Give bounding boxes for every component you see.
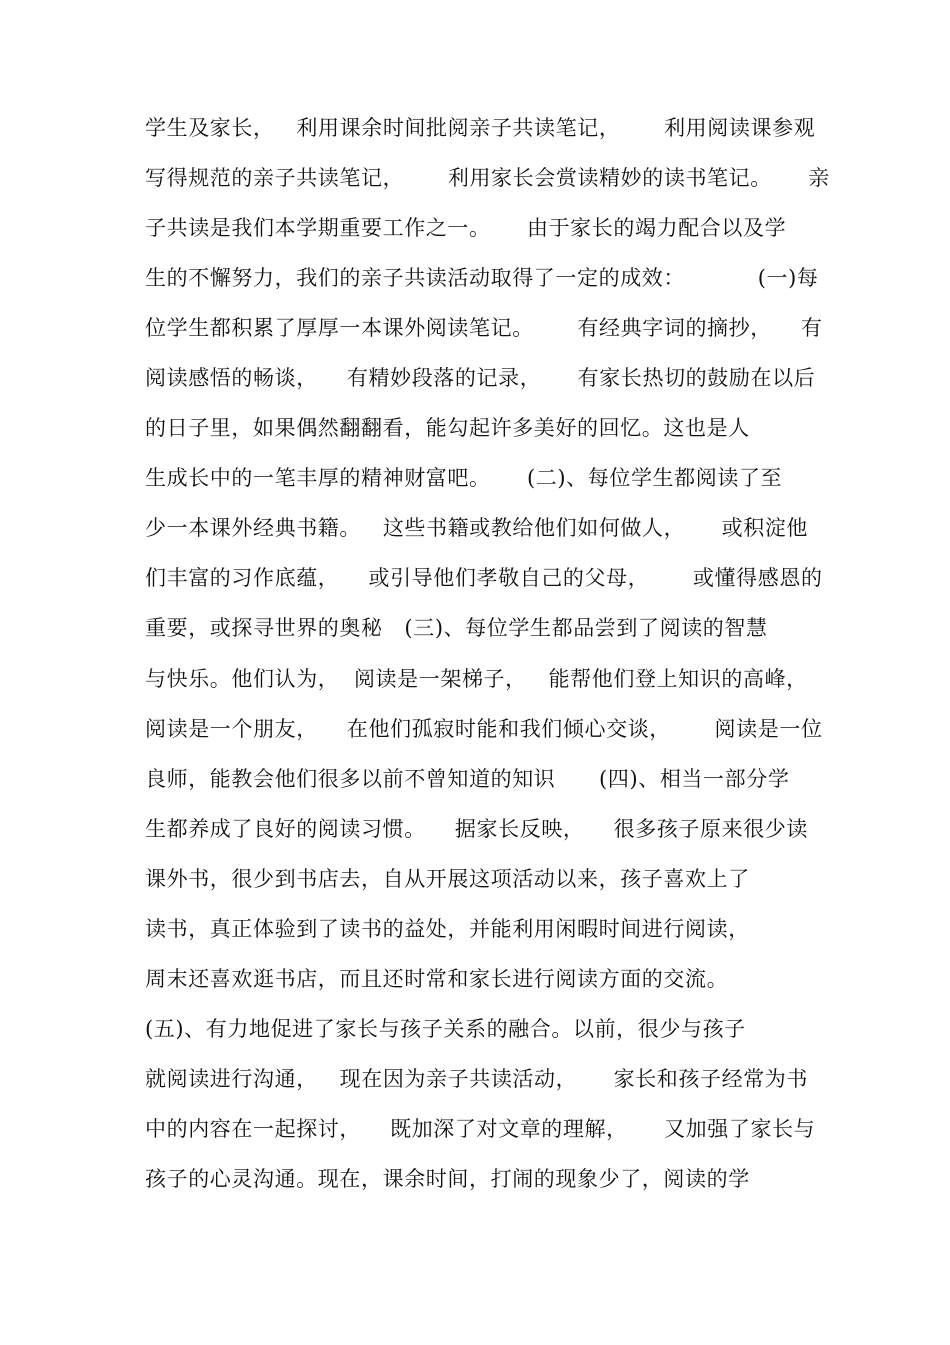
- text-line: 生都养成了良好的阅读习惯。 据家长反映， 很多孩子原来很少读: [145, 816, 808, 841]
- text-line: 课外书，很少到书店去，自从开展这项活动以来，孩子喜欢上了: [145, 866, 750, 891]
- text-line: 与快乐。他们认为， 阅读是一架梯子， 能帮他们登上知识的高峰，: [145, 666, 808, 691]
- text-line: 良师，能教会他们很多以前不曾知道的知识 (四)、相当一部分学: [145, 766, 790, 791]
- text-line: 子共读是我们本学期重要工作之一。 由于家长的竭力配合以及学: [145, 216, 787, 241]
- text-line: 的日子里，如果偶然翻翻看，能勾起许多美好的回忆。这也是人: [145, 416, 750, 441]
- text-line: 中的内容在一起探讨， 既加深了对文章的理解， 又加强了家长与: [145, 1116, 816, 1141]
- text-line: 位学生都积累了厚厚一本课外阅读笔记。 有经典字词的摘抄， 有: [145, 316, 823, 341]
- text-line: 生的不懈努力，我们的亲子共读活动取得了一定的成效： (一)每: [145, 266, 819, 291]
- text-line: 孩子的心灵沟通。现在，课余时间，打闹的现象少了，阅读的学: [145, 1166, 750, 1191]
- text-line: 读书，真正体验到了读书的益处，并能利用闲暇时间进行阅读，: [145, 916, 750, 941]
- text-line: 阅读是一个朋友， 在他们孤寂时能和我们倾心交谈， 阅读是一位: [145, 716, 823, 741]
- text-line: 周末还喜欢逛书店，而且还时常和家长进行阅读方面的交流。: [145, 966, 729, 991]
- text-line: 阅读感悟的畅谈， 有精妙段落的记录， 有家长热切的鼓励在以后: [145, 366, 816, 391]
- text-line: (五)、有力地促进了家长与孩子关系的融合。以前，很少与孩子: [145, 1016, 746, 1041]
- body-text: [145, 118, 845, 1219]
- text-line: 写得规范的亲子共读笔记， 利用家长会赏读精妙的读书笔记。 亲: [145, 166, 830, 191]
- text-line: 学生及家长， 利用课余时间批阅亲子共读笔记， 利用阅读课参观: [145, 116, 816, 140]
- text-line: 就阅读进行沟通， 现在因为亲子共读活动， 家长和孩子经常为书: [145, 1066, 808, 1091]
- text-line: 重要，或探寻世界的奥秘 (三)、每位学生都品尝到了阅读的智慧: [145, 616, 768, 641]
- text-line: 们丰富的习作底蕴， 或引导他们孝敬自己的父母， 或懂得感恩的: [145, 566, 823, 591]
- text-line: 生成长中的一笔丰厚的精神财富吧。 (二)、每位学生都阅读了至: [145, 466, 783, 491]
- text-line: 少一本课外经典书籍。 这些书籍或教给他们如何做人， 或积淀他: [145, 516, 808, 541]
